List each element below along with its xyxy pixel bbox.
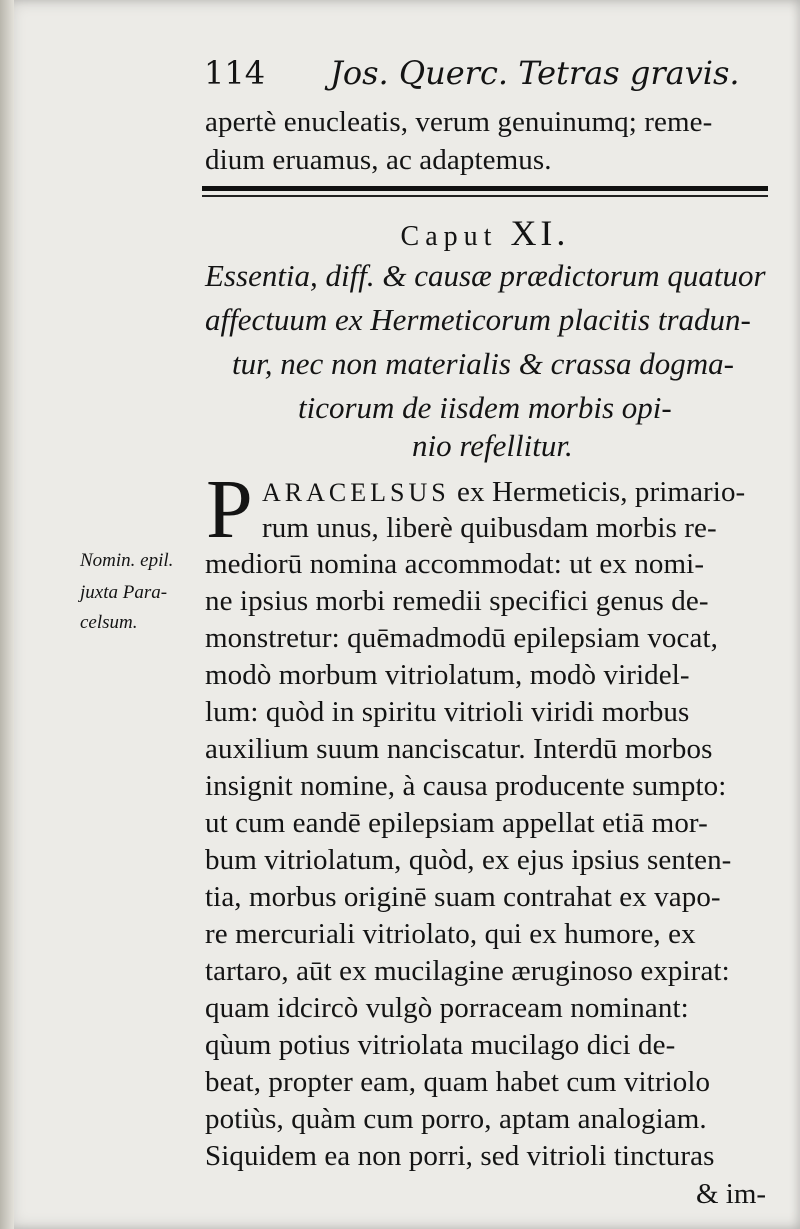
chapter-summary-line: nio refellitur. [412, 428, 573, 463]
body-line: quam idcircò vulgò porraceam nominant: [205, 992, 689, 1024]
marginal-note-line: juxta Para- [80, 582, 168, 603]
body-line: monstretur: quēmadmodū epilepsiam vocat, [205, 622, 718, 654]
running-head [204, 48, 764, 98]
marginal-note-line: celsum. [80, 612, 138, 633]
body-line: rum unus, liberè quibusdam morbis re- [262, 512, 717, 544]
body-line: ut cum eandē epilepsiam appellat etiā mor- [205, 807, 708, 839]
page-gutter-shadow [0, 0, 14, 1229]
author-name: ARACELSUS [262, 478, 450, 507]
intro-line: apertè enucleatis, verum genuinumq; reme- [205, 106, 713, 138]
body-line: qùum potius vitriolata mucilago dici de- [205, 1029, 676, 1061]
body-line: tartaro, aūt ex mucilagine æruginoso expirat: [205, 955, 730, 987]
intro-line: dium eruamus, ac adaptemus. [205, 144, 552, 176]
body-line: Siquidem ea non porri, sed vitrioli tincturas [205, 1140, 715, 1172]
body-line: mediorū nomina accommodat: ut ex nomi- [205, 548, 705, 580]
body-line-first [262, 472, 745, 512]
body-line-first-rest: ex Hermeticis, primario- [449, 476, 746, 508]
chapter-heading [202, 208, 768, 258]
body-line: re mercuriali vitriolato, qui ex humore, ex [205, 918, 696, 950]
caput-label: Caput [400, 221, 498, 252]
body-line: bum vitriolatum, quòd, ex ejus ipsius senten- [205, 844, 732, 876]
drop-cap: P [206, 463, 253, 556]
chapter-summary-line: ticorum de iisdem morbis opi- [298, 390, 672, 425]
body-line: lum: quòd in spiritu vitrioli viridi morbus [205, 696, 690, 728]
chapter-rule-thick [202, 186, 768, 191]
running-title: Jos. Querc. Tetras gravis. [330, 54, 740, 92]
body-line: ne ipsius morbi remedii specifici genus de- [205, 585, 709, 617]
body-line: potiùs, quàm cum porro, aptam analogiam. [205, 1103, 707, 1135]
body-line: modò morbum vitriolatum, modò viridel- [205, 659, 690, 691]
body-line: beat, propter eam, quam habet cum vitriolo [205, 1066, 711, 1098]
body-line: auxilium suum nanciscatur. Interdū morbos [205, 733, 713, 765]
chapter-summary-line: affectuum ex Hermeticorum placitis tradun- [205, 302, 751, 337]
chapter-summary-line: tur, nec non materialis & crassa dogma- [232, 346, 735, 381]
body-line: insignit nomine, à causa producente sumpto: [205, 770, 727, 802]
page-number: 114 [204, 54, 266, 92]
caput-number: XI. [510, 213, 570, 253]
chapter-summary-line: Essentia, diff. & causæ prædictorum quatuor [205, 258, 766, 293]
catchword: & im- [696, 1178, 767, 1210]
body-line: tia, morbus originē suam contrahat ex vapo- [205, 881, 721, 913]
marginal-note-line: Nomin. epil. [80, 550, 174, 571]
chapter-rule-thin [202, 195, 768, 197]
